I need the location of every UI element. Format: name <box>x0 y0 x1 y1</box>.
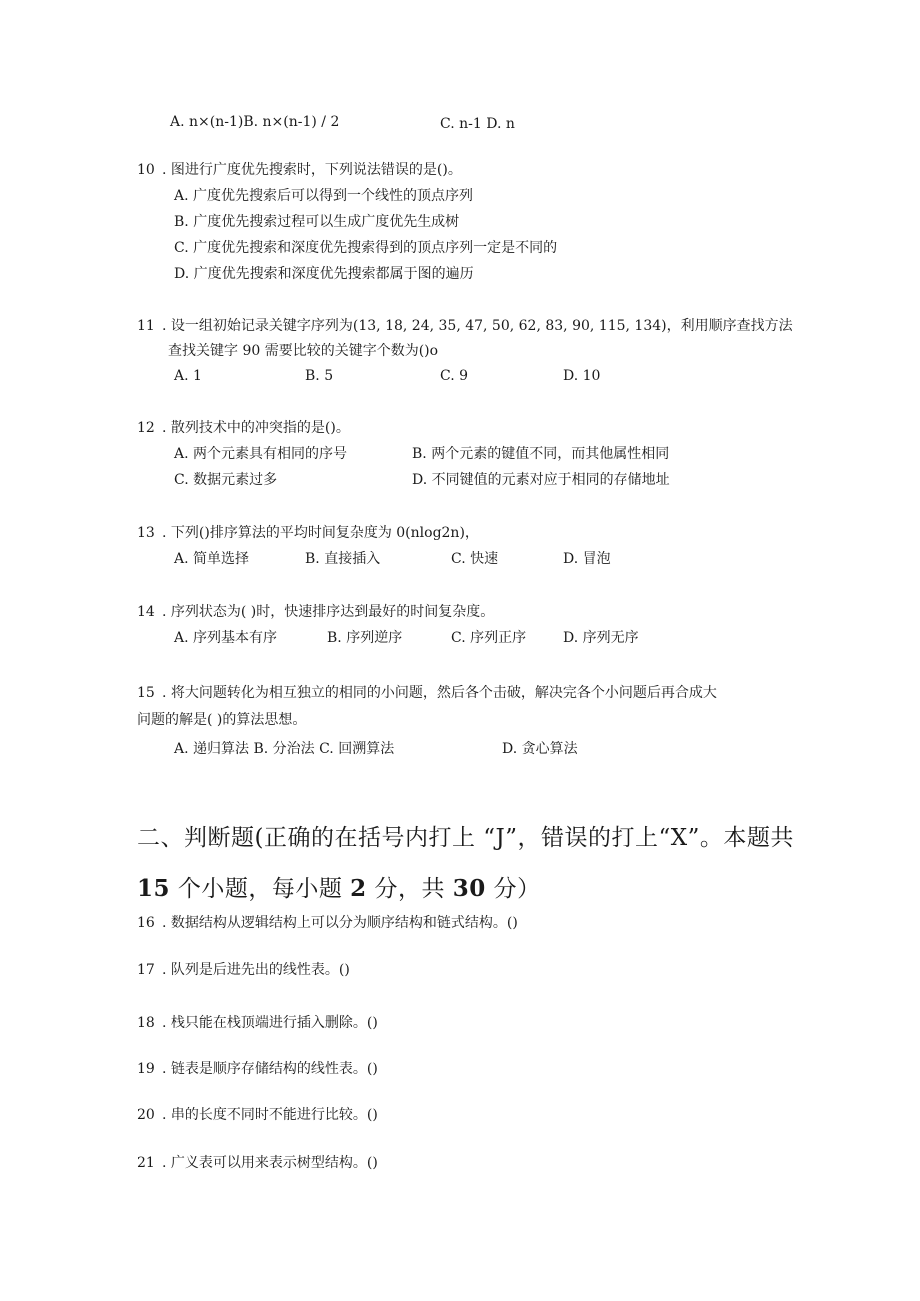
q21-number: 21 <box>137 1155 155 1171</box>
q12-option-b: B. 两个元素的键值不同，而其他属性相同 <box>412 446 670 462</box>
q19-text: . 链表是顺序存储结构的线性表。() <box>162 1061 378 1077</box>
q18-text: . 栈只能在栈顶端进行插入删除。() <box>162 1015 378 1031</box>
points-total: 30 <box>452 875 486 902</box>
q10-stem: . 图进行广度优先搜索时，下列说法错误的是()。 <box>162 162 462 178</box>
q9-options-cd: C. n-1 D. n <box>440 116 515 132</box>
q14-number: 14 <box>137 604 155 620</box>
heading-text-mid2: 分，共 <box>366 876 453 902</box>
q17-number: 17 <box>137 962 155 978</box>
q10-option-d: D. 广度优先搜索和深度优先搜索都属于图的遍历 <box>174 266 474 282</box>
q11-option-a: A. 1 <box>174 368 202 384</box>
q15-stem-line2: 问题的解是( )的算法思想。 <box>137 712 307 728</box>
q17-text: . 队列是后进先出的线性表。() <box>162 962 350 978</box>
question-count: 15 <box>137 875 171 902</box>
q13-stem: . 下列()排序算法的平均时间复杂度为 0(nlog2n)， <box>162 525 479 541</box>
q11-option-c: C. 9 <box>440 368 469 384</box>
q18-number: 18 <box>137 1015 155 1031</box>
q10-number: 10 <box>137 162 155 178</box>
q19-number: 19 <box>137 1061 155 1077</box>
q13-option-a: A. 简单选择 <box>174 551 250 567</box>
q11-option-b: B. 5 <box>305 368 334 384</box>
q12-option-c: C. 数据元素过多 <box>174 472 278 488</box>
q15-stem-line1: . 将大问题转化为相互独立的相同的小问题，然后各个击破，解决完各个小问题后再合成大 <box>162 685 717 701</box>
q10-option-c: C. 广度优先搜索和深度优先搜索得到的顶点序列一定是不同的 <box>174 240 558 256</box>
q14-option-c: C. 序列正序 <box>451 630 527 646</box>
q13-option-d: D. 冒泡 <box>563 551 611 567</box>
q16-text: . 数据结构从逻辑结构上可以分为顺序结构和链式结构。() <box>162 915 518 931</box>
q11-stem-line1: . 设一组初始记录关键字序列为(13, 18, 24, 35, 47, 50, 62, 83, 90, 115, 134)，利用顺序查找方法 <box>162 318 793 334</box>
q21-text: . 广义表可以用来表示树型结构。() <box>162 1155 378 1171</box>
q15-option-d: D. 贪心算法 <box>502 741 578 757</box>
q12-stem: . 散列技术中的冲突指的是()。 <box>162 420 350 436</box>
q11-stem-line2: 查找关键字 90 需要比较的关键字个数为()o <box>168 343 439 359</box>
q15-options-abc: A. 递归算法 B. 分治法 C. 回溯算法 <box>174 741 395 757</box>
q14-option-d: D. 序列无序 <box>563 630 639 646</box>
section-heading-line1: 二、判断题(正确的在括号内打上 “J”，错误的打上“X”。本题共 <box>137 825 794 851</box>
heading-text-end: 分） <box>485 876 541 902</box>
q13-option-b: B. 直接插入 <box>305 551 381 567</box>
q15-number: 15 <box>137 685 155 701</box>
q10-option-b: B. 广度优先搜索过程可以生成广度优先生成树 <box>174 214 460 230</box>
q16-number: 16 <box>137 915 155 931</box>
section-heading-line2 <box>137 874 541 904</box>
q13-option-c: C. 快速 <box>451 551 499 567</box>
heading-text-mid1: 个小题，每小题 <box>170 876 351 902</box>
points-each: 2 <box>350 875 367 902</box>
q13-number: 13 <box>137 525 155 541</box>
q11-option-d: D. 10 <box>563 368 601 384</box>
q12-option-d: D. 不同键值的元素对应于相同的存储地址 <box>412 472 670 488</box>
q12-number: 12 <box>137 420 155 436</box>
q10-option-a: A. 广度优先搜索后可以得到一个线性的顶点序列 <box>174 188 474 204</box>
q14-option-b: B. 序列逆序 <box>327 630 403 646</box>
q14-option-a: A. 序列基本有序 <box>174 630 278 646</box>
q20-text: . 串的长度不同时不能进行比较。() <box>162 1107 378 1123</box>
q9-options-ab: A. n×(n-1)B. n×(n-1) / 2 <box>170 114 340 130</box>
q11-number: 11 <box>137 318 155 334</box>
q12-option-a: A. 两个元素具有相同的序号 <box>174 446 348 462</box>
q14-stem: . 序列状态为( )时，快速排序达到最好的时间复杂度。 <box>162 604 495 620</box>
q20-number: 20 <box>137 1107 155 1123</box>
